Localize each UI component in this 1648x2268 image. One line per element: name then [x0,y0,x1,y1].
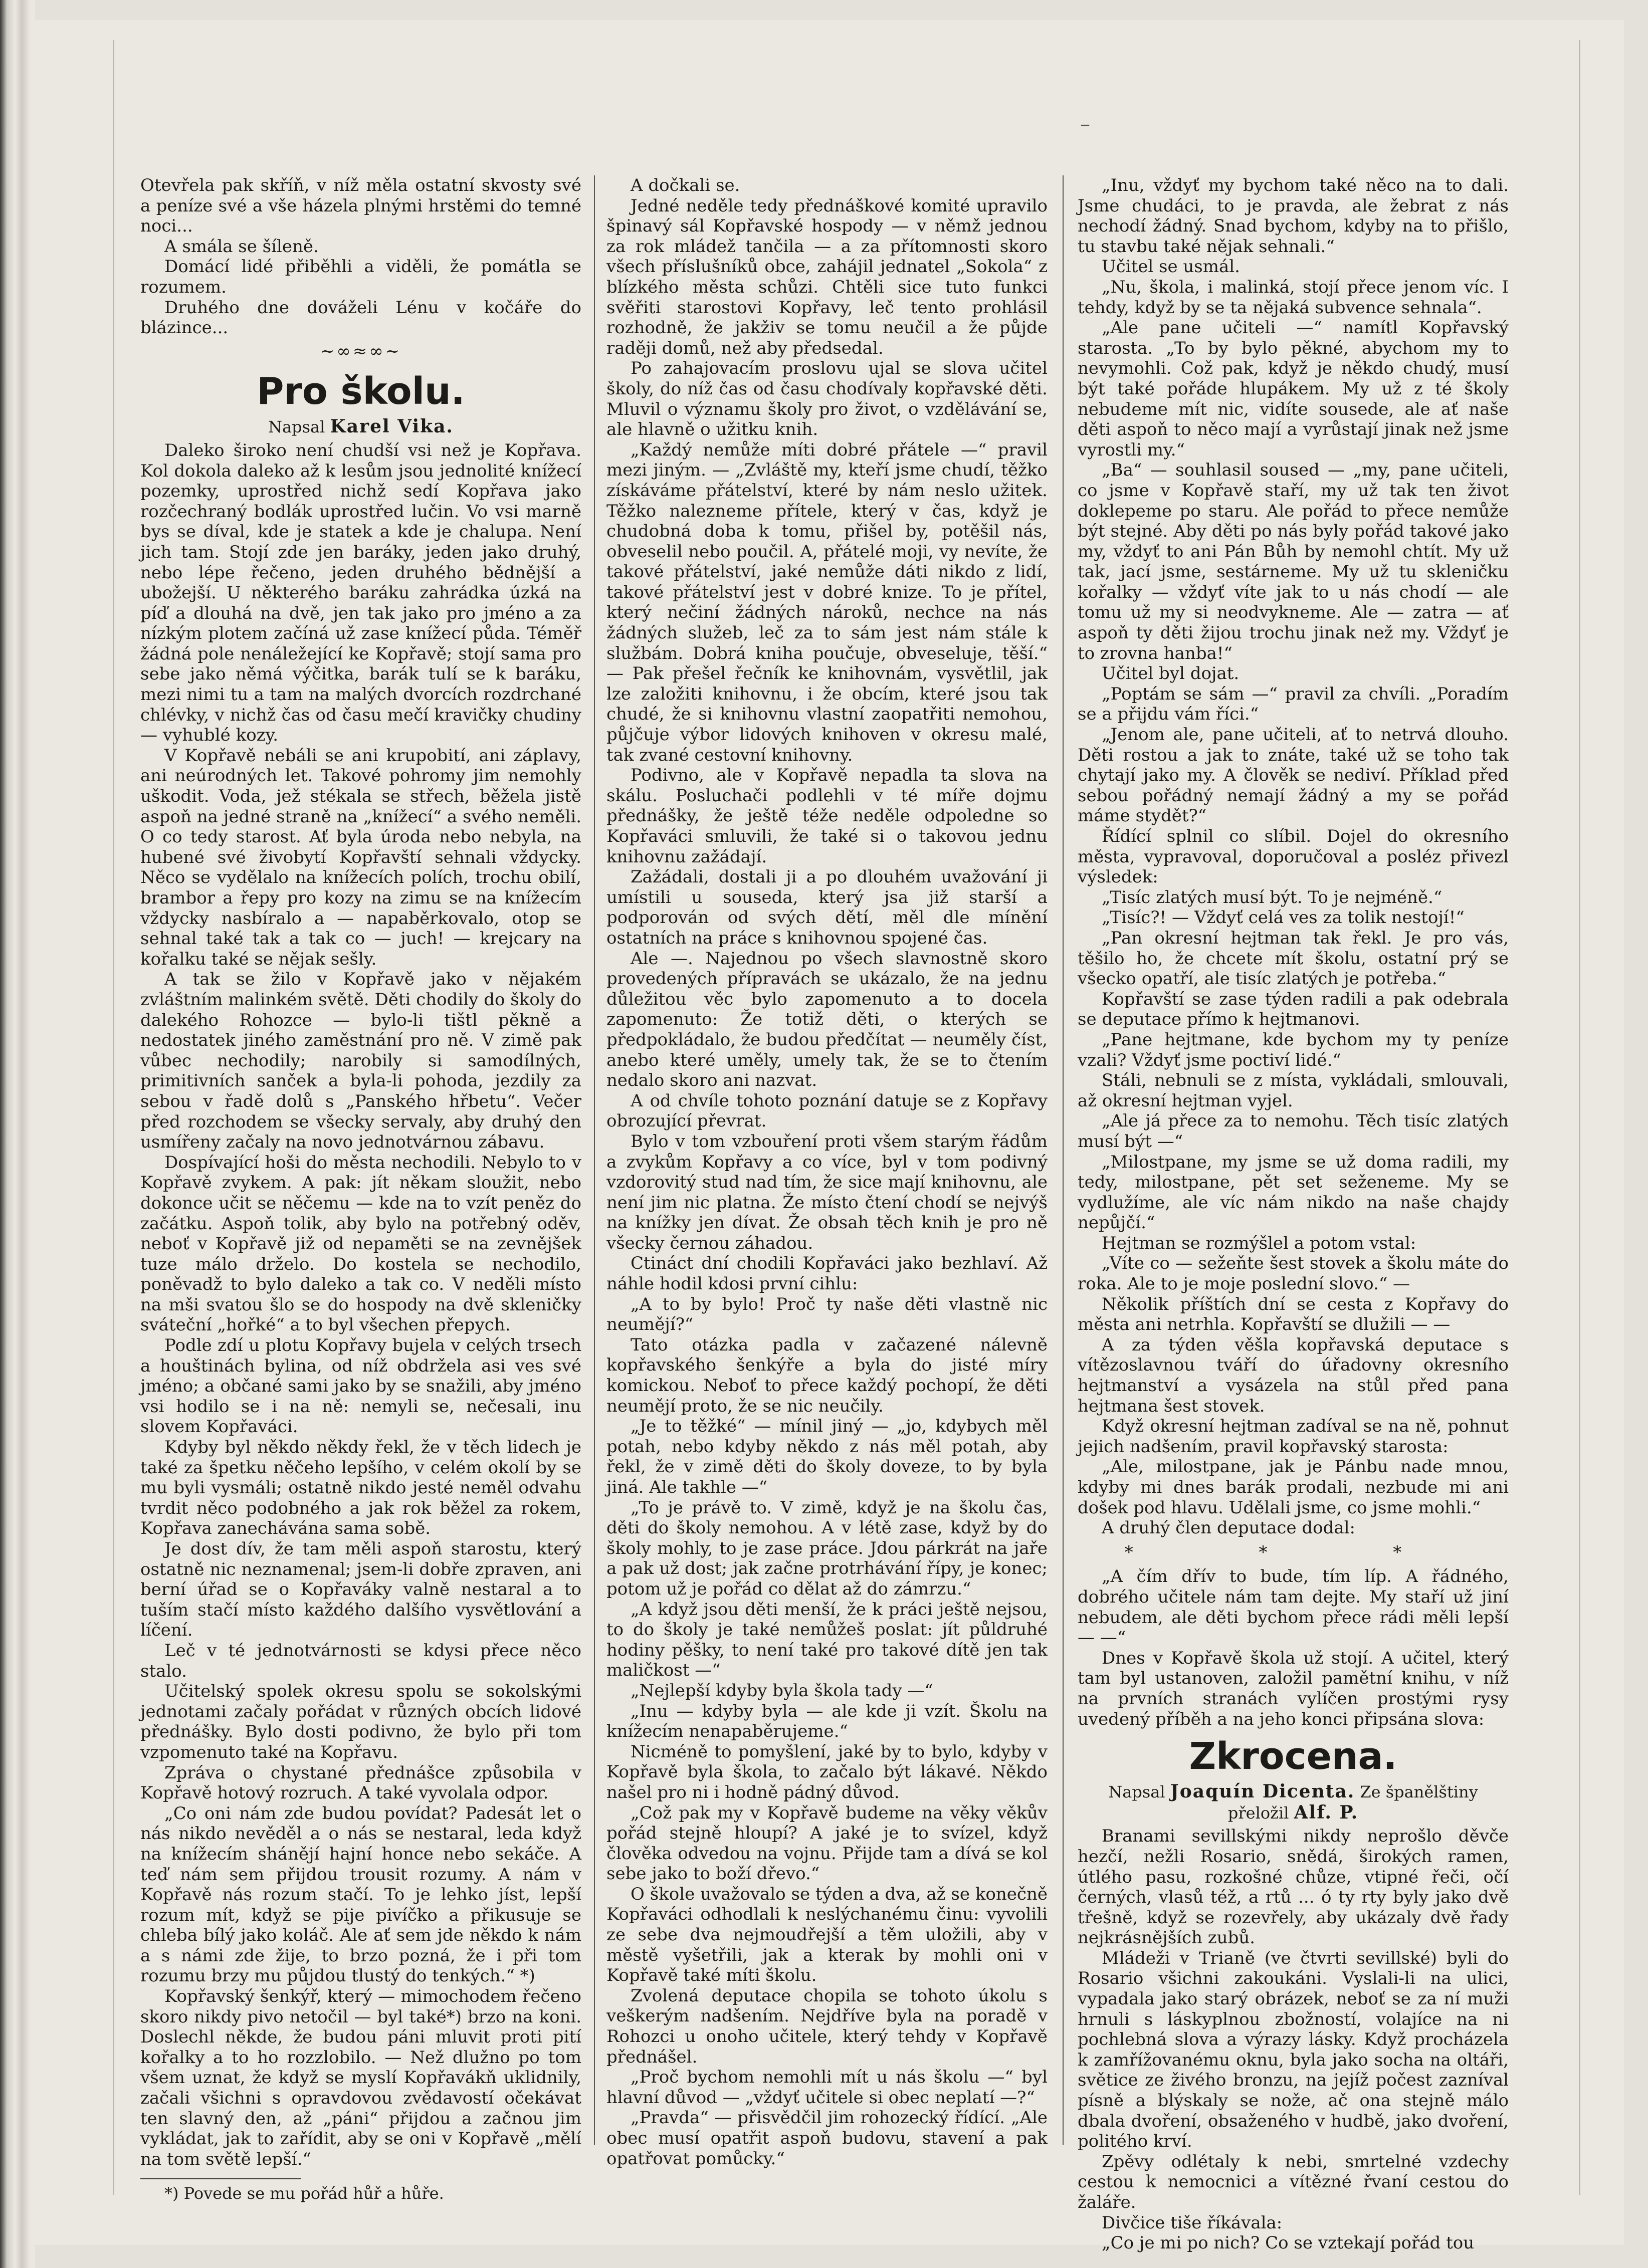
article-title: Pro školu. [257,370,465,413]
column-1 [140,175,581,2203]
article-paragraph: Když okresní hejtman zadíval se na ně, pohnut jejich nadšením, pravil kopřavský starosta: [1078,1416,1509,1457]
margin-line-right [1579,40,1580,2195]
article-paragraph: „To je právě to. V zimě, když je na školu čas, děti do školy nemohou. A v létě zase, když by do školy mohly, to je zase práce. Jdou párkrát na jaře a pak už dost; jak začne protrhávání řípy, je konec; potom už je pořád co dělat až do zámrzu.“ [606,1497,1048,1599]
section-stars: * * * [1124,1542,1462,1562]
article2-paragraph: Mládeži v Trianě (ve čtvrti sevillské) byli do Rosario všichni zakoukáni. Vyslali-li na ulici, vypadala jako starý obrázek, neboť se za ní muži hrnuli s láskyplnou zbožností, volajíce na ni pochlebná slova a výrazy lásky. Když procházela k zamřížovanému oknu, byla jako socha na oltáři, světice ze živého bronzu, na jejíž počest zazníval písně a blýskaly se nože, ač ona stejně málo dbala dvoření, obsaženého v hudbě, jako dvoření, politého krví. [1078,1948,1509,2152]
article2-byline [1078,1781,1509,1823]
article-paragraph: Ctináct dní chodili Kopřaváci jako bezhlaví. Až náhle hodil kdosi první cihlu: [606,1253,1048,1294]
section-ornament: ~∞≈∞~ [320,341,402,361]
article-paragraph: „Inu — kdyby byla — ale kde ji vzít. Školu na knížecím nenapaběrujeme.“ [606,1701,1048,1742]
article-paragraph: A od chvíle tohoto poznání datuje se z Kopřavy obrozující převrat. [606,1090,1048,1131]
article-paragraph: „Což pak my v Kopřavě budeme na věky věkův pořád stejně hloupí? A jaké je to svízel, když člověka odvedou na vojnu. Přijde tam a dívá se kol sebe jako to boží dřevo.“ [606,1802,1048,1884]
article-paragraph: A za týden věšla kopřavská deputace s vítězoslavnou tváří do úřadovny okresního hejtmanství a vysázela na stůl před pana hejtmana šest stovek. [1078,1334,1509,1416]
article-paragraph: „A čím dřív to bude, tím líp. A řádného, dobrého učitele nám tam dejte. My staří už jiní nebudem, ale děti bychom přece rádi měli lepší — —“ [1078,1566,1509,1648]
article-paragraph: A druhý člen deputace dodal: [1102,1518,1355,1538]
footnote-rule [140,2178,301,2179]
article-paragraph: „Nejlepší kdyby byla škola tady —“ [631,1680,933,1701]
article-paragraph: „Jenom ale, pane učiteli, ať to netrvá dlouho. Děti rostou a jak to znáte, také už se toho tak chytají jako my. A člověk se nediví. Příklad před sebou pořádný nemají žádný a my se pořád máme stydět?“ [1078,725,1509,826]
article-paragraph: Daleko široko není chudší vsi než je Kopřava. Kol dokola daleko až k lesům jsou jednolité knížecí pozemky, uprostřed nichž sedí Kopřava jako rozčechraný bodlák uprostřed lučin. Vo vsi marně bys se díval, kde je statek a kde je chalupa. Není jich tam. Stojí zde jen baráky, jeden jako druhý, nebo lépe řečeno, jeden druhého bědnější a ubožejší. U některého baráku zahrádka úzká na píď a dlouhá na dvě, jen tak jako pro jméno a za nízkým plotem začíná už zase knížecí půda. Téměř žádná pole nenáležející ke Kopřavě; stojí sama pro sebe jako němá výčitka, barák tulí se k baráku, mezi nimi tu a tam na malých dvorcích rozdrchané chlévky, v nichž čas od času mečí kravičky chudiny — vyhublé kozy. [140,440,581,746]
article-paragraph: Učitel se usmál. [1102,257,1240,277]
article-paragraph: Kopřavští se zase týden radili a pak odebrala se deputace přímo k hejtmanovi. [1078,989,1509,1030]
byline-prefix: Napsal [1108,1782,1165,1802]
article-paragraph: „Je to těžké“ — mínil jiný — „jo, kdybych měl potah, nebo kdyby někdo z nás měl potah, aby řekl, že v zimě děti do školy doveze, to by byla jiná. Ale takhle —“ [606,1416,1048,1497]
article-paragraph: V Kopřavě nebáli se ani krupobití, ani záplavy, ani neúrodných let. Takové pohromy jim nemohly uškodit. Voda, jež stékala se střech, běžela jistě aspoň na jedné straně na „knížecí“ a svého neměli. O co tedy starost. Ať byla úroda nebo nebyla, na hubené své živobytí Kopřavští sehnali vždycky. Něco se vydělalo na knížecích polích, trochu obilí, brambor a řepy pro kozy na zimu se na knížecím vždycky nasbíralo a — napaběrkovalo, otop se sehnal také tak a tak co — juch! — krejcary na kořalku také se nějak sešly. [140,745,581,969]
article-paragraph: Dospívající hoši do města nechodili. Nebylo to v Kopřavě zvykem. A pak: jít někam sloužit, nebo dokonce učit se něčemu — kde na to vzít peněz do začátku. Aspoň tolik, aby bylo na potřebný oděv, neboť v Kopřavě již od nepaměti se na zevnějšek tuze málo drželo. Do kostela se nechodilo, poněvadž to bylo daleko a tak co. V neděli místo na mši svatou šlo se do hospody na dvě skleničky sváteční „hořké“ a to byl všechen přepych. [140,1152,581,1335]
article-paragraph: Kdyby byl někdo někdy řekl, že v těch lidech je také za špetku něčeho lepšího, v celém okolí by se mu byli vysmáli; ostatně nikdo jesté neměl odvahu tvrdit něco podobného a jak rok běžel za rokem, Kopřava zanechávána sama sobě. [140,1437,581,1539]
column-divider-1 [594,175,595,2145]
article-paragraph: „Ale pane učiteli —“ namítl Kopřavský starosta. „To by bylo pěkné, abychom my to nevymohli. Což pak, když je někdo chudý, musí být také pořáde hlupákem. My už z té školy nebudeme mít nic, vidíte sousede, ale ať naše děti aspoň to něco mají a vyrůstají jinak než jsme vyrostli my.“ [1078,318,1509,460]
article-paragraph: „Milostpane, my jsme se už doma radili, my tedy, milostpane, pět set seženeme. My se vydlužíme, ale víc nám nikdo na naše chajdy nepůjčí.“ [1078,1152,1509,1233]
article-paragraph: „Ale, milostpane, jak je Pánbu nade mnou, kdyby mi dnes barák prodali, nezbude mi ani došek pod hlavu. Udělali jsme, co jsme mohli.“ [1078,1457,1509,1518]
article-paragraph: Tato otázka padla v začazené nálevně kopřavského šenkýře a byla do jisté míry komickou. Neboť to přece každý pochopí, že děti neumějí proto, že se nic neučily. [606,1334,1048,1416]
article-paragraph: Hejtman se rozmýšlel a potom vstal: [1102,1233,1416,1253]
article-paragraph: „A to by bylo! Proč ty naše děti vlastně nic neumějí?“ [606,1294,1048,1335]
article-paragraph: Nicméně to pomyšlení, jaké by to bylo, kdyby v Kopřavě byla škola, to začalo být lákavé. Někdo našel pro ni i hodně pádný důvod. [606,1741,1048,1802]
article-paragraph: „Pan okresní hejtman tak řekl. Je pro vás, těšilo ho, že chcete mít školu, ostatní prý se všecko opatří, ale tisíc zlatých je potřeba.“ [1078,928,1509,989]
continuation-paragraph: Domácí lidé přiběhli a viděli, že pomátla se rozumem. [140,257,581,297]
article-paragraph: „Poptám se sám —“ pravil za chvíli. „Poradím se a přijdu vám říci.“ [1078,684,1509,725]
byline-author: Karel Vika. [330,416,454,437]
article-paragraph: Stáli, nebnuli se z místa, vykládali, smlouvali, až okresní hejtman vyjel. [1078,1070,1509,1111]
article2-paragraph: „Co je mi po nich? Co se vztekají pořád tou [1102,2233,1475,2253]
article-paragraph: A dočkali se. [631,175,740,195]
article-paragraph: „A když jsou děti menší, že k práci ještě nejsou, to do školy je také nemůžeš poslat: jít půldruhé hodiny pěšky, to není také pro takové dítě jen tak maličkost —“ [606,1599,1048,1681]
article-paragraph: Jedné neděle tedy přednáškové komité upravilo špinavý sál Kopřavské hospody — v němž jednou za rok mládež tančila — a za přítomnosti skoro všech příslušníků obce, zahájil jednatel „Sokola“ z blízkého města schůzi. Chtěli sice tuto funkci svěřiti starostovi Kopřavy, leč tento prohlásil rozhodně, že jakživ se tomu neučil a že půjde raději domů, než aby předsedal. [606,195,1048,358]
column-2 [606,175,1048,2170]
byline-prefix: Napsal [268,417,325,437]
article-paragraph: Učitelský spolek okresu spolu se sokolskými jednotami začaly pořádat v různých obcích lidové přednášky. Bylo dosti podivno, že bylo při tom vzpomenuto také na Kopřavu. [140,1681,581,1762]
article-paragraph: „Každý nemůže míti dobré přátele —“ pravil mezi jiným. — „Zvláště my, kteří jsme chudí, těžko získáváme přátelství, které by nám neslo užitek. Těžko nalezneme přítele, který v čas, když je chudobná doba k tomu, přišel by, potěšil nás, obveselil nebo poučil. A, přátelé moji, vy nevíte, že takové přátelství, jaké nemůže dáti nikdo z lidí, takové přátelství jest v dobré knize. To je přítel, který nečiní žádných nároků, nechce na nás žádných služeb, leč za to sám jest nám stále k službám. Dobrá kniha poučuje, obveseluje, těší.“ — Pak přešel řečník ke knihovnám, vysvětlil, jak lze založiti knihovnu, i že obcím, které jsou tak chudé, že si knihovnu vlastní zaopatřiti nemohou, půjčuje výbor lidových knihoven v okresu malé, tak zvané cestovní knihovny. [606,439,1048,765]
article-paragraph: Dnes v Kopřavě škola už stojí. A učitel, který tam byl ustanoven, založil pamětní knihu, v níž na prvních stranách vylíčen prostými rysy uvedený příběh a na jeho konci připsána slova: [1078,1648,1509,1729]
article-paragraph: „Pravda“ — přisvědčil jim rohozecký řídící. „Ale obec musí opatřit aspoň budovu, stavení a pak opatřovat pomůcky.“ [606,2108,1048,2169]
continuation-paragraph: A smála se šíleně. [164,236,319,257]
article-paragraph: Podivno, ale v Kopřavě nepadla ta slova na skálu. Posluchači podlehli v té míře dojmu přednášky, že ještě téže neděle odpoledne so Kopřaváci smluvili, že také si o takovou jednu knihovnu zažádají. [606,765,1048,867]
margin-line-left [113,40,114,2195]
article-paragraph: A tak se žilo v Kopřavě jako v nějakém zvláštním malinkém světě. Děti chodily do školy do dalekého Rohozce — bylo-li tištl pěkně a nedostatek jiného zaměstnání pro ně. V zimě pak vůbec nechodily; narobily si samodílných, primitivních sanček a byla-li pohoda, jezdily za sebou v řadě dolů s „Panského hřbetu“. Večer před rozchodem se všecky servaly, aby druhý den usmířeny začaly na novo jednotvárnou zábavu. [140,969,581,1153]
article-paragraph: „Ale já přece za to nemohu. Těch tisíc zlatých musí být —“ [1078,1111,1509,1152]
article-paragraph: Po zahajovacím proslovu ujal se slova učitel školy, do níž čas od času chodívaly kopřavské děti. Mluvil o významu školy pro život, o vzdělávání se, ale hlavně o užitku knih. [606,358,1048,440]
article-paragraph: Zvolená deputace chopila se tohoto úkolu s veškerým nadšením. Nejdříve byla na poradě v Rohozci u onoho učitele, který tehdy v Kopřavě přednášel. [606,1985,1048,2067]
article-paragraph: O škole uvažovalo se týden a dva, až se konečně Kopřaváci odhodlali k neslýchanému činu: vyvolili ze sebe dva nejmoudřejší a těm uložili, aby v městě vyšetřili, jak a kterak by mohli oni v Kopřavě také míti školu. [606,1884,1048,1986]
article2-paragraph: Divčice tiše říkávala: [1102,2212,1283,2233]
article2-paragraph: Zpěvy odlétaly k nebi, smrtelné vzdechy cestou k nemocnici a vítězné řvaní cestou do žaláře. [1078,2151,1509,2212]
article-paragraph: Učitel byl dojat. [1102,663,1240,684]
article-paragraph: „Ba“ — souhlasil soused — „my, pane učiteli, co jsme v Kopřavě staří, my už tak ten život doklepeme po staru. Ale pořád to přece nemůže být stejné. Aby děti po nás byly pořád takové jako my, vždyť to ani Pán Bůh by nemohl chtít. My už tak, jací jsme, sestárneme. My už tu skleničku kořalky — vždyť víte jak to u nás chodí — ale tomu už my si neodvykneme. Ale — zatra — ať aspoň ty děti žijou trochu jinak než my. Vždyť je to zrovna hanba!“ [1078,460,1509,663]
footnote: *) Povede se mu pořád hůř a hůře. [164,2184,444,2203]
article-paragraph: Zažádali, dostali ji a po dlouhém uvažování ji umístili u souseda, který jsa již starší a podporován od svých dětí, měl dle mínění ostatních na práce s knihovnou spojené čas. [606,867,1048,948]
article-paragraph: „Co oni nám zde budou povídat? Padesát let o nás nikdo nevěděl a o nás se nestaral, leda když na knížecím shánějí hajní honce nebo sekáče. A teď nám sem přijdou trousit rozumy. A nám v Kopřavě nás rozum stačí. To je lehko jíst, lepší rozum mít, když se pije pivíčko a přikusuje se chleba bílý jako koláč. Ale ať sem jde někdo k nám a s námi zde žije, to brzo pozná, že i při tom rozumu brzy mu půjdou tlustý do tenkých.“ *) [140,1803,581,1986]
column-3 [1078,175,1509,2253]
page-binding-edge [0,0,35,2268]
article-paragraph: „Tisíc zlatých musí být. To je nejméně.“ [1102,887,1443,908]
page-dash-mark: – [1080,113,1090,136]
article-paragraph: „Pane hejtmane, kde bychom my ty peníze vzali? Vždyť jsme poctiví lidé.“ [1078,1029,1509,1070]
article-paragraph: Leč v té jednotvárnosti se kdysi přece něco stalo. [140,1640,581,1681]
byline-translation-note: Ze španělštiny přeložil [1227,1782,1478,1823]
article-paragraph: „Inu, vždyť my bychom také něco na to dali. Jsme chudáci, to je pravda, ale žebrat z nás nechodí žádný. Snad bychom, kdyby na to přišlo, tu stavbu také nějak sehnali.“ [1078,175,1509,257]
article2-title: Zkrocena. [1189,1735,1397,1778]
story-continuation [140,175,581,338]
article-paragraph: „Víte co — sežeňte šest stovek a školu máte do roka. Ale to je moje poslední slovo.“ — [1078,1253,1509,1294]
article2-paragraph: Branami sevillskými nikdy neprošlo děvče hezčí, nežli Rosario, snědá, širokých ramen, útlého pasu, rozkošné chůze, vtipné řeči, očí černých, vlasů též, a rtů ... ó ty rty byly jako dvě třešně, když se rozevřely, aby ukázaly dvě řady nejkrásnějších zubů. [1078,1826,1509,1948]
article-paragraph: „Nu, škola, i malinká, stojí přece jenom víc. I tehdy, když by se ta nějaká subvence sehnala“. [1078,277,1509,318]
article-paragraph: „Proč bychom nemohli mít u nás školu —“ byl hlavní důvod — „vždyť učitele si obec neplatí —?“ [606,2067,1048,2108]
article-byline [140,416,581,437]
article-paragraph: Podle zdí u plotu Kopřavy bujela v celých trsech a houštinách bylina, od níž obdržela asi ves své jméno; a občané sami jako by se snažili, aby jméno vsi hodilo se i na ně: nemyli se, nečesali, inu slovem Kopřaváci. [140,1335,581,1437]
continuation-paragraph: Druhého dne dováželi Lénu v kočáře do blázince... [140,297,581,338]
article-paragraph: Je dost dív, že tam měli aspoň starostu, který ostatně nic neznamenal; jsem-li dobře zpraven, ani berní úřad se o Kopřaváky valně nestaral a to tuším stačí místo každého dalšího vysvětlování a líčení. [140,1539,581,1641]
article-paragraph: Několik příštích dní se cesta z Kopřavy do města ani netrhla. Kopřavští se dlužili — — [1078,1294,1509,1335]
column-divider-2 [1063,175,1064,2145]
article-paragraph: Řídící splnil co slíbil. Dojel do okresního města, vypravoval, doporučoval a posléz přivezl výsledek: [1078,826,1509,887]
article-paragraph: Ale —. Najednou po všech slavnostně skoro provedených přípravách se ukázalo, že na jednu důležitou věc bylo zapomenuto a to docela zapomenuto: Že totiž děti, o kterých se předpokládalo, že budou předčítat — neuměly číst, anebo které uměly, umely tak, že se to čtením nedalo skoro ani nazvat. [606,948,1048,1091]
article-paragraph: „Tisíc?! — Vždyť celá ves za tolik nestojí!“ [1102,908,1465,928]
article-paragraph: Kopřavský šenkýř, který — mimochodem řečeno skoro nikdy pivo netočil — byl také*) brzo na koni. Doslechl někde, že budou páni mluvit proti pití kořalky a to ho rozzlobilo. — Než dlužno po tom všem uznat, že když se myslí Kopřavákň uklidnily, začali všichni s opravdovou zvědavostí očekávat ten slavný den, až „páni“ přijdou a začnou jim vykládat, jak to zařídit, aby se oni v Kopřavě „mělí na tom světě lepší.“ [140,1986,581,2169]
continuation-paragraph: Otevřela pak skříň, v níž měla ostatní skvosty své a peníze své a vše házela plnými hrstěmi do temné noci... [140,175,581,237]
article-paragraph: Zpráva o chystané přednášce způsobila v Kopřavě hotový rozruch. A také vyvolala odpor. [140,1762,581,1803]
article-paragraph: Bylo v tom vzbouření proti všem starým řádům a zvykům Kopřavy a co více, byl v tom podivný vzdorovitý stud nad tím, že sice mají knihovnu, ale není jim nic platna. Že místo čtení chodí se nejvýš na knížky jen dívat. Že obsah těch knih je pro ně všecky černou záhadou. [606,1131,1048,1253]
byline-translator: Alf. P. [1294,1801,1359,1823]
byline-author: Joaquín Dicenta. [1170,1781,1355,1802]
